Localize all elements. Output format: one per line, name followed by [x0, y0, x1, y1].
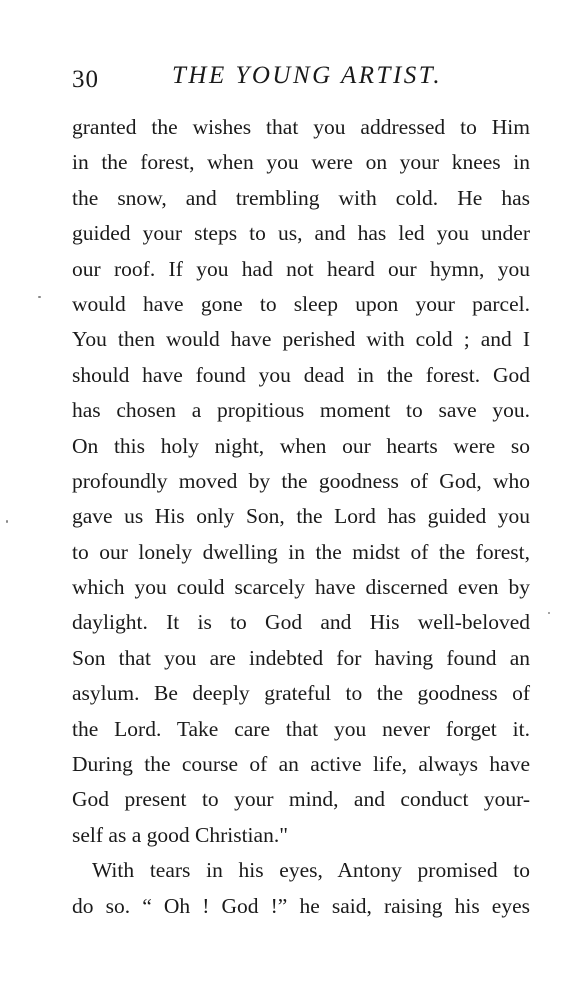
- text-line: would have gone to sleep upon your parcel.: [72, 291, 530, 316]
- text-line: do so. “ Oh ! God !” he said, raising his eyes: [72, 893, 530, 918]
- text-line: gave us His only Son, the Lord has guided you: [72, 504, 530, 529]
- print-speck: [548, 612, 550, 614]
- text-line: the snow, and trembling with cold. He has: [72, 185, 530, 210]
- text-line: has chosen a propitious moment to save you.: [72, 398, 530, 423]
- text-line: asylum. Be deeply grateful to the goodness of: [72, 681, 530, 706]
- text-line: During the course of an active life, always have: [72, 752, 530, 777]
- page-number: 30: [72, 66, 99, 93]
- text-line: our roof. If you had not heard our hymn, you: [72, 256, 530, 281]
- text-line: daylight. It is to God and His well-beloved: [72, 610, 530, 635]
- text-line: to our lonely dwelling in the midst of the forest,: [72, 539, 530, 564]
- print-speck: [6, 520, 8, 523]
- text-line: the Lord. Take care that you never forget it.: [72, 716, 530, 741]
- running-head: [72, 62, 532, 98]
- text-line: God present to your mind, and conduct your-: [72, 787, 530, 812]
- text-line: Son that you are indebted for having found an: [72, 645, 530, 670]
- body-text: [72, 110, 530, 924]
- running-title: THE YOUNG ARTIST.: [172, 62, 443, 89]
- text-line: in the forest, when you were on your knees in: [72, 150, 530, 175]
- print-speck: [38, 296, 41, 298]
- text-line: granted the wishes that you addressed to Him: [72, 115, 530, 139]
- paragraph-start-line: With tears in his eyes, Antony promised to: [92, 858, 530, 883]
- text-line: profoundly moved by the goodness of God, who: [72, 468, 530, 493]
- text-line: You then would have perished with cold ; and I: [72, 327, 530, 352]
- text-line: On this holy night, when our hearts were so: [72, 433, 530, 458]
- text-line: guided your steps to us, and has led you under: [72, 221, 530, 246]
- text-line: which you could scarcely have discerned even by: [72, 575, 530, 600]
- text-line: should have found you dead in the forest. God: [72, 362, 530, 387]
- paragraph-end-line: self as a good Christian.": [72, 822, 288, 847]
